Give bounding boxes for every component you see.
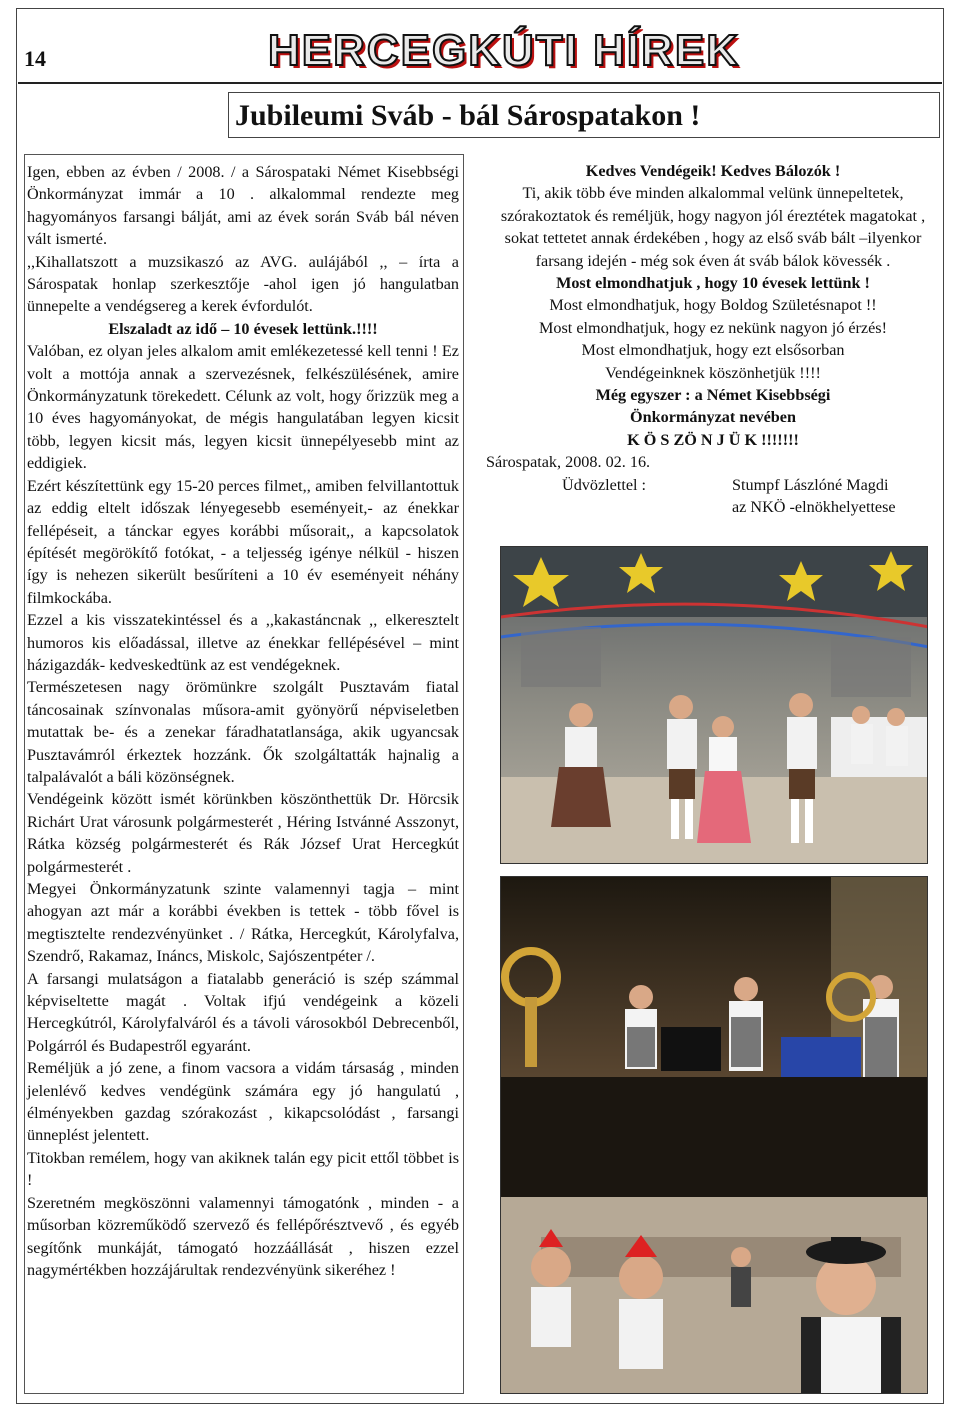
signature-block: [486, 474, 940, 520]
paragraph: Természetesen nagy örömünkre szolgált Pusztavám fiatal táncosainak színvonalas műsora-amit gyönyörű népviseletben mutattak be- és a zenekar fáradhatatlansága, akik ugyancsak Pusztavámról érkeztek hozzánk. Ők szolgáltatták hajnalig a talpalávalót a báli közönségnek.: [27, 678, 459, 786]
right-column: [486, 160, 940, 520]
text-line: Most elmondhatjuk, hogy ez nekünk nagyon jó érzés!: [539, 318, 887, 337]
paragraph: Titokban remélem, hogy van akiknek talán egy picit ettől többet is !: [27, 1148, 459, 1190]
thanks-line: Még egyszer : a Német Kisebbségi: [595, 386, 831, 405]
left-column: [24, 154, 464, 1394]
thanks-line: K Ö S ZÖ N J Ü K !!!!!!!: [627, 430, 799, 449]
paragraph: Vendégeink között ismét körünkben köszönthettük Dr. Hörcsik Richárt Urat városunk polgármesterét , Héring Istvánné Asszonyt, Rátka község polgármesterét és Rák József Urat Hercegkút polgármesterét .: [27, 790, 459, 876]
header-rule: [18, 82, 942, 84]
paragraph: Igen, ebben az évben / 2008. / a Sárospataki Német Kisebbségi Önkormányzat immár a 10 . alkalommal rendezte meg hagyományos farsangi bálját, ami az évek során Sváb bál néven vált ismerté.: [27, 163, 459, 249]
paragraph: Megyei Önkormányzatunk szinte valamennyi tagja – mint ahogyan azt már a korábbi években is tettek - több fővel is megtisztelte rendezvényünket . / Rátka, Hercegkút, Károlyfalva, Szendrő, Rakamaz, Ináncs, Miskolc, Sajószentpéter /.: [27, 880, 459, 966]
regards: Üdvözlettel :: [562, 475, 647, 494]
intro-text: Ti, akik több éve minden alkalommal velünk ünnepeltetek, szórakoztatok és reméljük, hogy nagyon jól éreztétek magatokat , sokat tettetet annak érdekében , hogy az első sváb bált –ilyenkor farsang idején - még sok éven át sváb bálok kövessék .: [500, 184, 926, 270]
text-line: Most elmondhatjuk, hogy Boldog Születésnapot !!: [549, 296, 877, 315]
text-line: Vendégeinknek köszönhetjük !!!!: [605, 363, 821, 382]
paragraph: Ezért készítettünk egy 15-20 perces filmet,, amiben felvillantottuk az eddig eltelt időszak lényegesebb eseményeit,- az énekkar fellépéseit, a tánckar egyes korábbi műsorait,, a kapcsolatok építését megörökítő fotókat, - a teljesség igénye nélkül - hiszen így is nehezen sikerült besűríteni a 10 év eseményeit néhány filmkockába.: [27, 476, 459, 607]
masthead-logo: HERCEGKÚTI HÍREK: [268, 26, 741, 75]
paragraph: A farsangi mulatságon a fiatalabb generáció is szép számmal képviseltette magát . Voltak ifjú vendégeink a közeli Hercegkútról, Károlyfalváról és a távoli városokból Debrecenből, Polgárról és Budapestről egyaránt.: [27, 969, 459, 1055]
paragraph: ,,Kihallatszott a muzsikaszó az AVG. aulájából ,, – írta a Sárospatak honlap szerkesztője -ahol igen jó hangulatban ünnepelte a vendégsereg a kerek évfordulót.: [27, 252, 459, 316]
text-line: Most elmondhatjuk, hogy ezt elsősorban: [581, 341, 845, 360]
page-header: [18, 10, 942, 80]
highlight-line: Most elmondhatjuk , hogy 10 évesek lettünk !: [556, 274, 870, 293]
dance-photo-icon: [500, 546, 928, 864]
place-date: Sárospatak, 2008. 02. 16.: [486, 453, 651, 472]
paragraph: Szeretném megköszönni valamennyi támogatónk , minden - a műsorban közreműködő szervező és fellépőrésztvevő , és egyéb segítőnk munkáját, támogató hozzáállását , hiszen ezzel nagymértékben hozzájárultak rendezvényünk sikeréhez !: [27, 1193, 459, 1279]
paragraph: Valóban, ez olyan jeles alkalom amit emlékezetessé kell tenni ! Ez volt a mottója annak a szervezésnek, felkészülésének, amire Önkormányzatunk törekedett. Célunk az volt, hogy őrizzük meg a 10 éves hagyományokat, de mégis hangulatában legyen kicsit több, legyen kicsit más, legyen kicsit ünnepélyesebb mint az eddigiek.: [27, 342, 459, 473]
paragraph-bold: Elszaladt az idő – 10 évesek lettünk.!!!!: [108, 319, 378, 338]
paragraph: Ezzel a kis visszatekintéssel és a ,,kakastáncnak ,, elkeresztelt humoros kis előadással, illetve az énekkar fellépésével – mint házigazdák- kedveskedtünk az est vendégeknek.: [27, 611, 459, 674]
page-number: 14: [24, 46, 46, 71]
thanks-line: Önkormányzat nevében: [630, 408, 796, 427]
band-photo-icon: [500, 876, 928, 1394]
article-title: Jubileumi Sváb - bál Sárospatakon !: [228, 92, 940, 138]
signer-name: Stumpf Lászlóné Magdi: [732, 475, 889, 494]
paragraph: Reméljük a jó zene, a finom vacsora a vidám társaság , minden jelenlévő kedves vendégünk számára egy jó hangulatú , élményekben gazdag szórakozást , kikapcsolódást , farsangi ünneplést jelentett.: [27, 1059, 459, 1145]
signer-title: az NKÖ -elnökhelyettese: [732, 497, 896, 516]
greeting: Kedves Vendégeik! Kedves Bálozók !: [585, 162, 841, 180]
